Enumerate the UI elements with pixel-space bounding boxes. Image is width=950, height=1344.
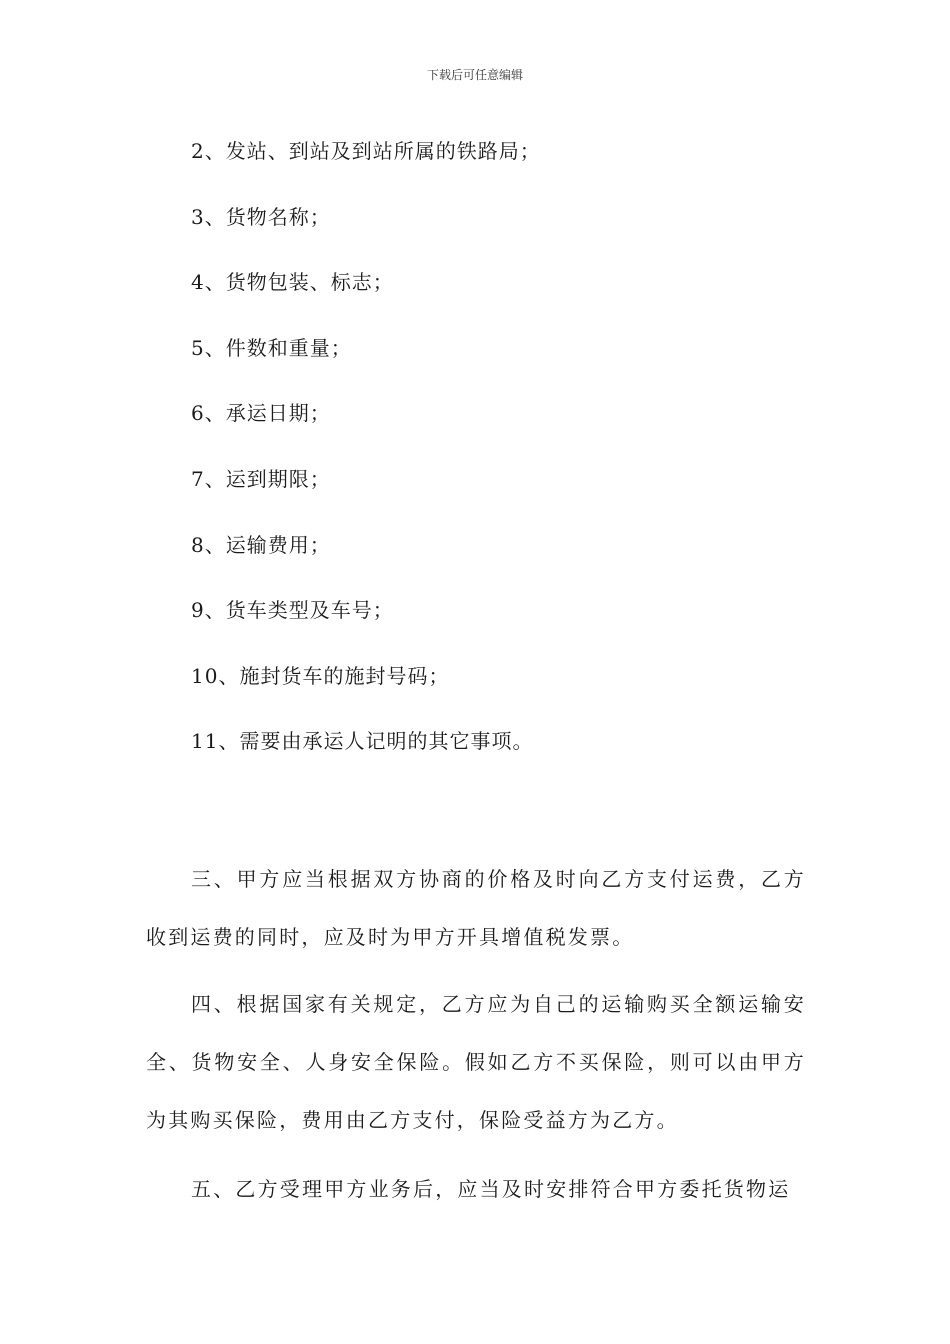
page-header: 下载后可任意编辑 [426,68,523,82]
list-item: 7、运到期限； [191,466,331,491]
list-item: 4、货物包装、标志； [191,270,394,295]
item-list [191,136,541,792]
list-item: 11、需要由承运人记明的其它事项。 [191,729,534,754]
list-item: 8、运输费用； [191,532,331,557]
paragraph-five: 五、乙方受理甲方业务后，应当及时安排符合甲方委托货物运 [191,1177,791,1201]
list-item: 5、件数和重量； [191,335,352,360]
list-item: 10、施封货车的施封号码； [191,663,450,688]
paragraph-four: 四、根据国家有关规定，乙方应为自己的运输购买全额运输安全、货物安全、人身安全保险。假如乙方不买保险，则可以由甲方为其购买保险，费用由乙方支付，保险受益方为乙方。 [146,992,806,1132]
list-item: 2、发站、到站及到站所属的铁路局； [191,139,541,163]
paragraph-three: 三、甲方应当根据双方协商的价格及时向乙方支付运费，乙方收到运费的同时，应及时为甲方开具增值税发票。 [146,867,806,949]
list-item: 3、货物名称； [191,204,331,229]
list-item: 9、货车类型及车号； [191,598,394,623]
list-item: 6、承运日期； [191,401,331,426]
